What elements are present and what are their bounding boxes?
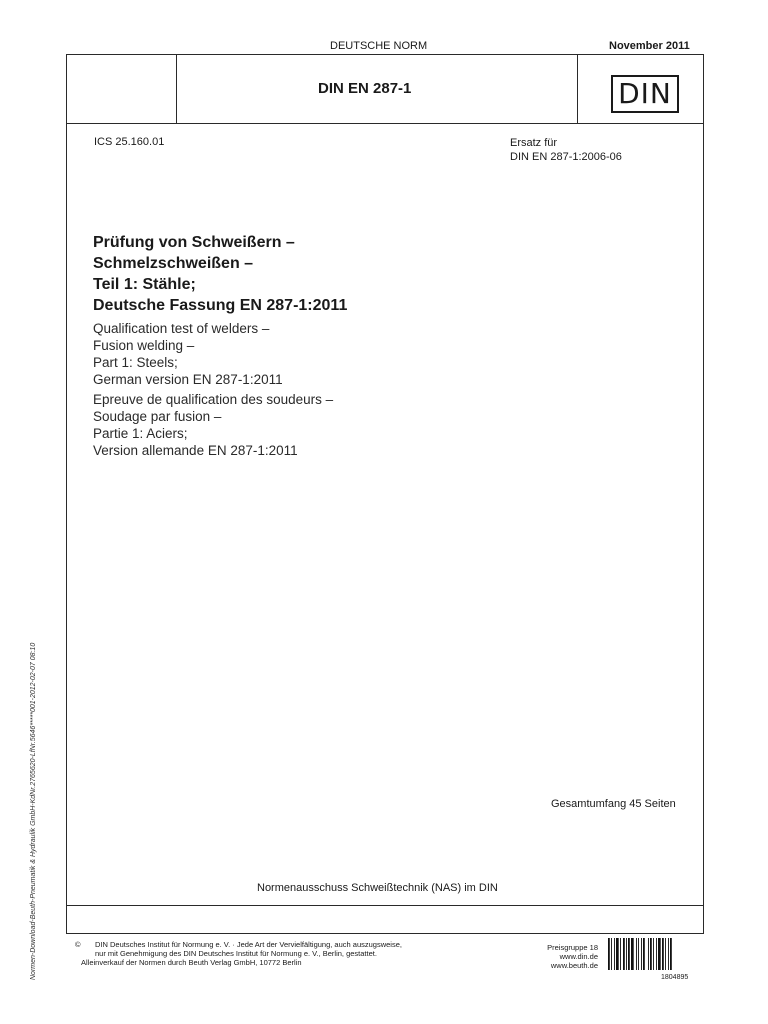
replaces-number: DIN EN 287-1:2006-06 — [510, 151, 622, 163]
barcode-bar — [670, 938, 672, 970]
norm-type-label: DEUTSCHE NORM — [330, 40, 428, 52]
title-line: Version allemande EN 287-1:2011 — [93, 443, 298, 458]
total-pages: Gesamtumfang 45 Seiten — [551, 798, 676, 810]
title-line: German version EN 287-1:2011 — [93, 372, 283, 387]
beuth-website: www.beuth.de — [550, 961, 598, 970]
barcode-bar — [653, 938, 654, 970]
barcode-bar — [611, 938, 612, 970]
barcode-bar — [628, 938, 630, 970]
title-line: Teil 1: Stähle; — [93, 276, 196, 293]
standard-number: DIN EN 287-1 — [318, 80, 412, 97]
barcode-bar — [636, 938, 637, 970]
download-watermark: Normen-Download-Beuth-Pneumatik & Hydraulik GmbH-KdNr.2765620-LfNr.5646*****001-2012-02-07 08:10 — [30, 642, 37, 980]
divider-line — [67, 905, 703, 906]
title-line: Fusion welding – — [93, 338, 195, 353]
divider-line — [67, 123, 703, 124]
ics-code: ICS 25.160.01 — [94, 136, 165, 148]
title-german — [93, 232, 347, 316]
barcode-bar — [631, 938, 634, 970]
publisher-info — [520, 943, 598, 970]
barcode-number: 1804895 — [661, 974, 689, 981]
barcode-bar — [668, 938, 669, 970]
publication-date: November 2011 — [609, 40, 690, 52]
barcode-bar — [616, 938, 619, 970]
copyright-icon: © — [75, 940, 81, 949]
copyright-line: Alleinverkauf der Normen durch Beuth Verlag GmbH, 10772 Berlin — [81, 958, 302, 967]
barcode-bar — [650, 938, 652, 970]
committee-name: Normenausschuss Schweißtechnik (NAS) im DIN — [257, 882, 498, 894]
barcode-bar — [608, 938, 610, 970]
barcode-bar — [643, 938, 645, 970]
title-line: Qualification test of welders – — [93, 321, 270, 336]
barcode-bar — [648, 938, 649, 970]
title-line: Deutsche Fassung EN 287-1:2011 — [93, 297, 348, 314]
title-english — [93, 320, 283, 388]
din-logo: DIN — [611, 75, 679, 113]
barcode-bar — [641, 938, 642, 970]
title-line: Soudage par fusion – — [93, 409, 222, 424]
barcode-bar — [620, 938, 621, 970]
barcode-bar — [658, 938, 661, 970]
barcode-icon — [608, 938, 690, 970]
barcode-bar — [662, 938, 664, 970]
divider-line — [176, 55, 177, 123]
din-website: www.din.de — [559, 952, 598, 961]
barcode-bar — [638, 938, 639, 970]
replaces-block — [510, 136, 622, 164]
title-line: Part 1: Steels; — [93, 355, 178, 370]
title-line: Prüfung von Schweißern – — [93, 234, 295, 251]
barcode-bar — [626, 938, 627, 970]
title-line: Partie 1: Aciers; — [93, 426, 188, 441]
title-french — [93, 391, 333, 459]
replaces-label: Ersatz für — [510, 137, 558, 149]
barcode-bar — [665, 938, 666, 970]
divider-line — [577, 55, 578, 123]
barcode-bar — [623, 938, 625, 970]
price-group: Preisgruppe 18 — [547, 943, 598, 952]
title-line: Schmelzschweißen – — [93, 255, 254, 272]
barcode-bar — [656, 938, 657, 970]
title-line: Epreuve de qualification des soudeurs – — [93, 392, 334, 407]
copyright-line: DIN Deutsches Institut für Normung e. V. · Jede Art der Vervielfältigung, auch auszugsweise, — [95, 940, 402, 949]
copyright-line: nur mit Genehmigung des DIN Deutsches Institut für Normung e. V., Berlin, gestattet. — [95, 949, 377, 958]
barcode-bar — [614, 938, 615, 970]
